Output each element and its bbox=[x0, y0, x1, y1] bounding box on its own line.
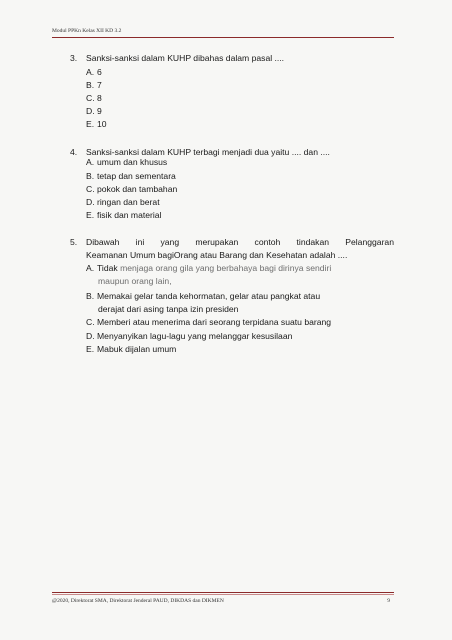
question-3-option-a: A. 6 bbox=[86, 67, 102, 77]
question-4-option-d: D. ringan dan berat bbox=[86, 197, 160, 207]
question-3-number: 3. bbox=[70, 53, 78, 63]
question-5-option-b-cont: derajat dari asing tanpa izin presiden bbox=[98, 304, 239, 314]
question-4-option-e: E. fisik dan material bbox=[86, 210, 162, 220]
question-3-option-b: B. 7 bbox=[86, 80, 102, 90]
question-4-number: 4. bbox=[70, 147, 78, 157]
question-4-text: Sanksi-sanksi dalam KUHP terbagi menjadi dua yaitu .... dan .... bbox=[86, 147, 330, 157]
question-4-option-a: A. umum dan khusus bbox=[86, 157, 168, 167]
question-5-option-a-cont: maupun orang lain, bbox=[98, 276, 172, 286]
question-4-option-b: B. tetap dan sementara bbox=[86, 171, 176, 181]
footer-rule-light bbox=[52, 594, 394, 595]
question-3-text: Sanksi-sanksi dalam KUHP dibahas dalam pasal .... bbox=[86, 53, 285, 63]
footer-copyright: @2020, Direktorat SMA, Direktorat Jenderal PAUD, DIKDAS dan DIKMEN bbox=[52, 598, 224, 604]
question-5-option-a: A. Tidak menjaga orang gila yang berbahaya bagi dirinya sendiri bbox=[86, 263, 332, 273]
question-5-option-d: D. Menyanyikan lagu-lagu yang melanggar kesusilaan bbox=[86, 331, 293, 341]
footer-rule bbox=[52, 592, 394, 593]
question-5-text-line2: Keamanan Umum bagiOrang atau Barang dan Kesehatan adalah .... bbox=[86, 250, 348, 260]
question-5-number: 5. bbox=[70, 237, 78, 247]
question-3-option-c: C. 8 bbox=[86, 93, 102, 103]
page-header: Modul PPKn Kelas XII KD 3.2 bbox=[52, 28, 122, 34]
page-footer bbox=[52, 598, 394, 604]
page-number: 9 bbox=[387, 598, 390, 604]
question-5-text-line1: Dibawah ini yang merupakan contoh tindakan Pelanggaran bbox=[86, 237, 394, 247]
question-5-option-b: B. Memakai gelar tanda kehormatan, gelar atau pangkat atau bbox=[86, 291, 321, 301]
question-3-option-e: E. 10 bbox=[86, 119, 107, 129]
question-4-option-c: C. pokok dan tambahan bbox=[86, 184, 178, 194]
question-5-option-c: C. Memberi atau menerima dari seorang terpidana suatu barang bbox=[86, 317, 332, 327]
question-5-option-e: E. Mabuk dijalan umum bbox=[86, 344, 177, 354]
header-rule bbox=[52, 37, 394, 38]
question-3-option-d: D. 9 bbox=[86, 106, 102, 116]
